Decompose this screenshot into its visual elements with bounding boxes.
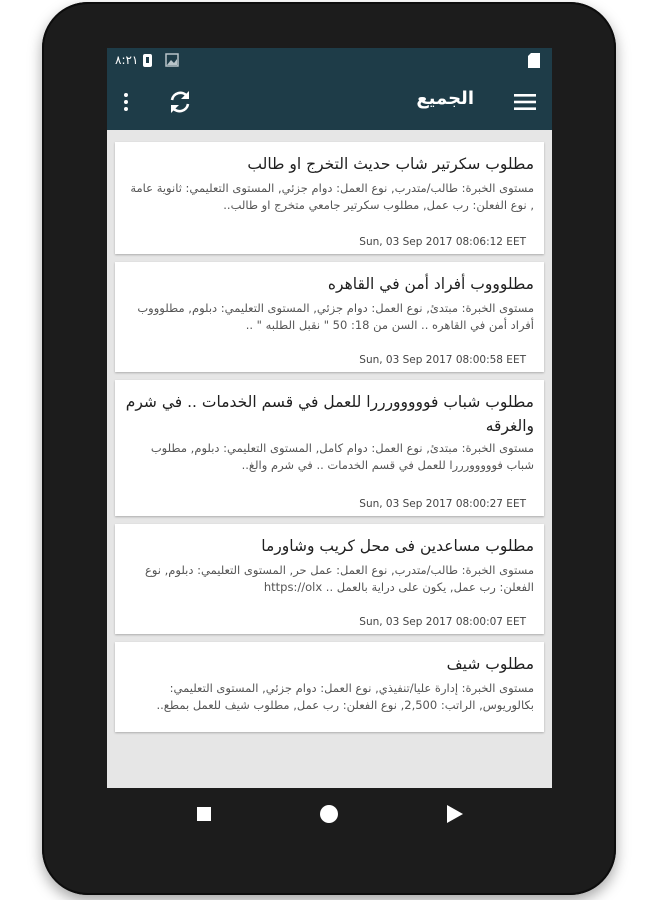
app-screen bbox=[107, 48, 552, 788]
menu-icon[interactable] bbox=[514, 94, 536, 110]
job-description: مستوى الخبرة: طالب/متدرب, نوع العمل: دوام جزئي, المستوى التعليمي: ثانوية عامة , نوع الفعلن: رب عمل, مطلوب سكرتير جامعي متخرج او طالب.. bbox=[130, 181, 534, 212]
sd-card-icon bbox=[528, 53, 540, 71]
job-card[interactable] bbox=[115, 142, 544, 254]
job-description: مستوى الخبرة: مبتدئ, نوع العمل: دوام كامل, المستوى التعليمي: دبلوم, مطلوب شباب فووووورررا للعمل في قسم الخدمات .. في شرم والغ.. bbox=[150, 441, 534, 472]
job-title: مطلوب سكرتير شاب حديث التخرج او طالب bbox=[247, 155, 534, 173]
job-description: مستوى الخبرة: مبتدئ, نوع العمل: دوام جزئي, المستوى التعليمي: دبلوم, مطلوووب أفراد أمن في القاهره .. السن من 18: 50 " نقبل الطلبه " .. bbox=[137, 301, 534, 332]
job-date: Sun, 03 Sep 2017 08:00:58 EET bbox=[359, 354, 526, 366]
recents-icon[interactable] bbox=[197, 807, 211, 821]
job-title: مطلوب مساعدين فى محل كريب وشاورما bbox=[261, 537, 534, 555]
job-card[interactable] bbox=[115, 262, 544, 372]
status-bar bbox=[107, 48, 552, 74]
app-bar bbox=[107, 74, 552, 130]
job-date: Sun, 03 Sep 2017 08:00:27 EET bbox=[359, 498, 526, 510]
home-icon[interactable] bbox=[320, 805, 338, 823]
job-title: مطلوب شيف bbox=[446, 655, 534, 673]
job-date: Sun, 03 Sep 2017 08:06:12 EET bbox=[359, 236, 526, 248]
image-icon bbox=[165, 53, 179, 70]
back-icon[interactable] bbox=[447, 805, 463, 827]
job-card[interactable] bbox=[115, 380, 544, 516]
job-title: مطلوووب أفراد أمن في القاهره bbox=[327, 275, 534, 293]
navigation-bar bbox=[107, 788, 552, 840]
job-date: Sun, 03 Sep 2017 08:00:07 EET bbox=[359, 616, 526, 628]
status-time: ٨:٢١ bbox=[115, 53, 139, 67]
refresh-icon[interactable] bbox=[166, 88, 194, 116]
job-card[interactable] bbox=[115, 524, 544, 634]
notification-icon bbox=[143, 54, 152, 67]
job-card[interactable] bbox=[115, 642, 544, 732]
job-title: مطلوب شباب فووووورررا للعمل في قسم الخدمات .. في شرم والغرقه bbox=[125, 393, 534, 435]
job-description: مستوى الخبرة: طالب/متدرب, نوع العمل: عمل حر, المستوى التعليمي: دبلوم, نوع الفعلن: رب عمل, يكون على دراية بالعمل .. https://olx bbox=[144, 563, 534, 594]
job-description: مستوى الخبرة: إدارة عليا/تنفيذي, نوع العمل: دوام جزئي, المستوى التعليمي: بكالوريوس, الراتب: 2,500, نوع الفعلن: رب عمل, مطلوب شيف للعمل بمطع.. bbox=[156, 681, 534, 712]
page-title: الجميع bbox=[416, 88, 474, 109]
more-vert-icon[interactable] bbox=[123, 92, 129, 112]
